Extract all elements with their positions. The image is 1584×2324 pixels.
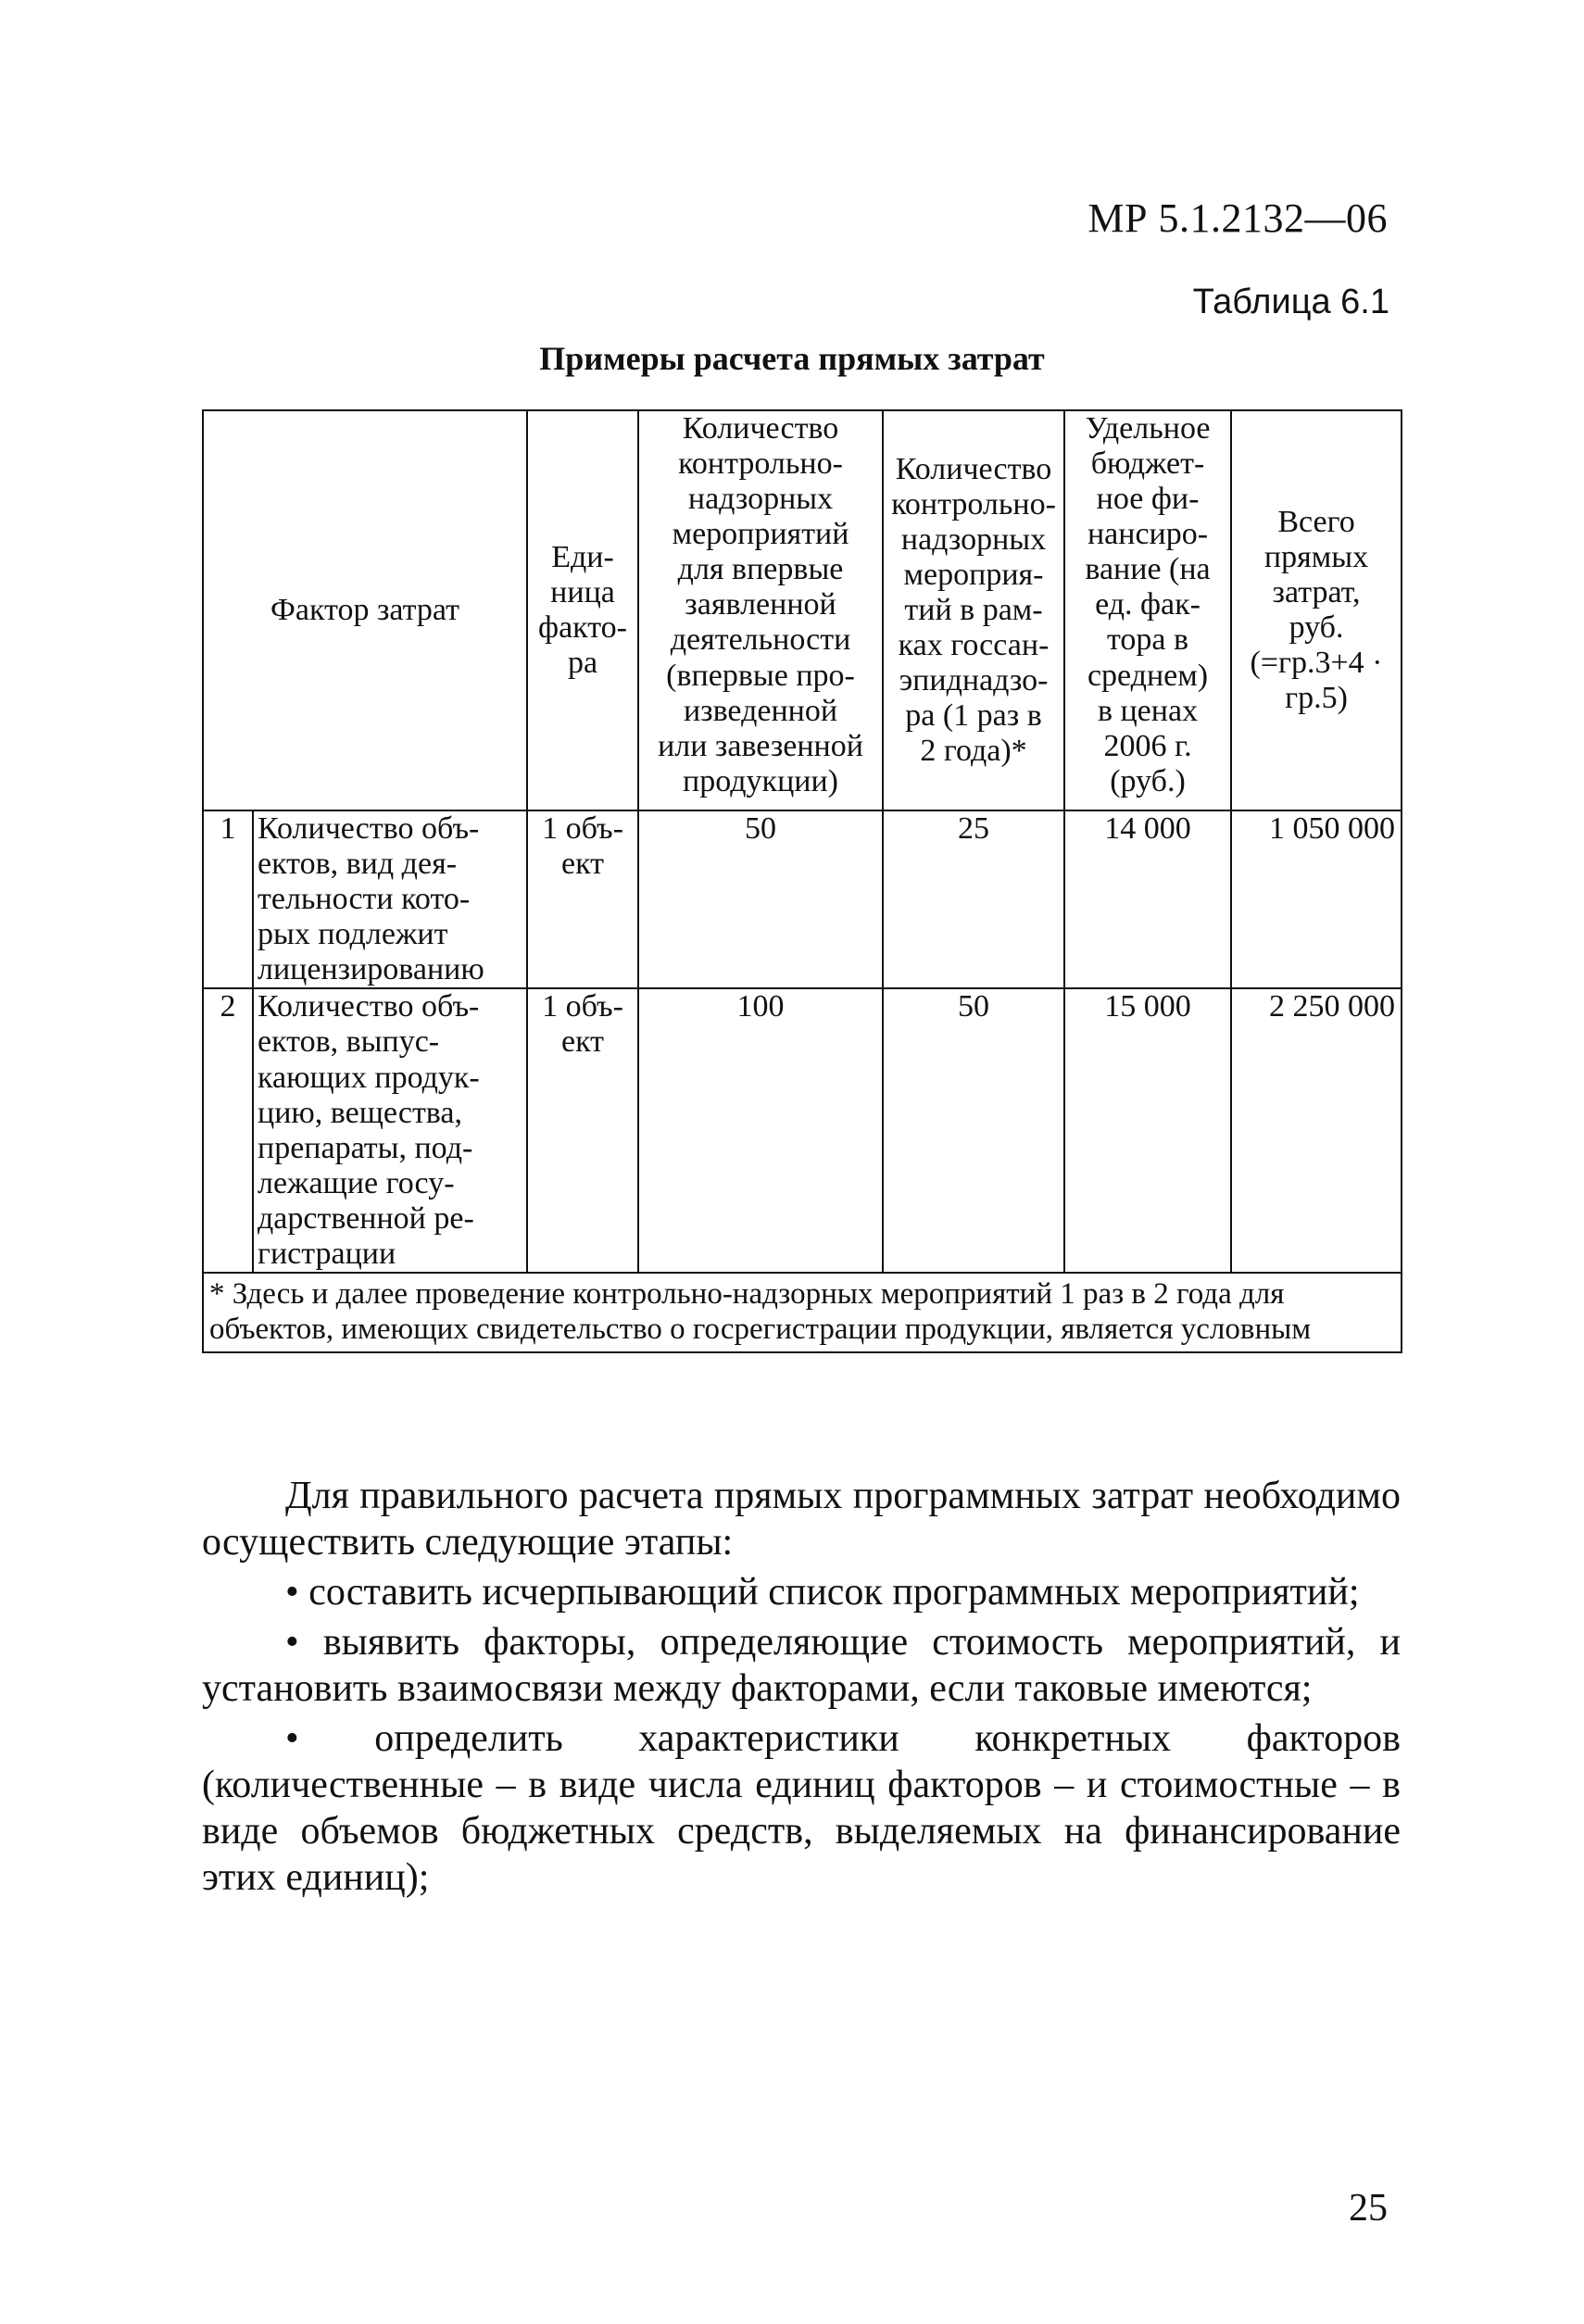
row-unit: 1 объ- ект: [527, 988, 638, 1273]
row-new-activity: 100: [638, 988, 883, 1273]
row-scheduled: 50: [883, 988, 1064, 1273]
column-header-scheduled: Количество контрольно- надзорных мероприя- тий в рам- ках госсан- эпиднадзо- ра (1 раз в 2 года)*: [883, 410, 1064, 810]
row-total: 1 050 000: [1231, 810, 1402, 988]
column-header-total: Всего прямых затрат, руб. (=гр.3+4 · гр.5): [1231, 410, 1402, 810]
direct-costs-table: [202, 409, 1402, 1353]
row-unit: 1 объ- ект: [527, 810, 638, 988]
row-new-activity: 50: [638, 810, 883, 988]
row-number: 1: [203, 810, 253, 988]
table-footnote-row: [203, 1273, 1402, 1352]
page-number: 25: [1349, 2187, 1388, 2230]
list-item: • определить характеристики конкретных факторов (количественные – в виде числа единиц факторов – и стоимостные – в виде объемов бюджетных средств, выделяемых на финансирование этих единиц);: [202, 1715, 1401, 1901]
table-header-row: [203, 410, 1402, 810]
table-title: Примеры расчета прямых затрат: [539, 340, 1045, 377]
table-row: [203, 810, 1402, 988]
table-row: [203, 988, 1402, 1273]
table-number: Таблица 6.1: [1192, 283, 1389, 321]
row-factor: Количество объ- ектов, выпус- кающих продук- цию, вещества, препараты, под- лежащие госу- дарственной ре- гистрации: [253, 988, 527, 1273]
document-code: МР 5.1.2132—06: [1087, 195, 1388, 241]
row-unit-cost: 14 000: [1064, 810, 1231, 988]
intro-paragraph: Для правильного расчета прямых программных затрат необходимо осуществить следующие этапы:: [202, 1475, 1401, 1564]
table-footnote: * Здесь и далее проведение контрольно-надзорных мероприятий 1 раз в 2 года для объектов, имеющих свидетельство о госрегистрации продукции, является условным: [203, 1273, 1402, 1352]
column-header-unit-cost: Удельное бюджет- ное фи- нансиро- вание (на ед. фак- тора в среднем) в ценах 2006 г. (руб.): [1064, 410, 1231, 810]
list-item: • составить исчерпывающий список программных мероприятий;: [202, 1569, 1401, 1615]
column-header-new-activity: Количество контрольно- надзорных мероприятий для впервые заявленной деятельности (впервые про- изведенной или завезенной продукции): [638, 410, 883, 810]
column-header-factor: Фактор затрат: [203, 410, 527, 810]
row-factor: Количество объ- ектов, вид дея- тельности кото- рых подлежит лицензированию: [253, 810, 527, 988]
row-total: 2 250 000: [1231, 988, 1402, 1273]
row-unit-cost: 15 000: [1064, 988, 1231, 1273]
column-header-unit: Еди- ница факто- ра: [527, 410, 638, 810]
body-text: [202, 1473, 1401, 1904]
row-scheduled: 25: [883, 810, 1064, 988]
row-number: 2: [203, 988, 253, 1273]
list-item: • выявить факторы, определяющие стоимость мероприятий, и установить взаимосвязи между факторами, если таковые имеются;: [202, 1619, 1401, 1712]
